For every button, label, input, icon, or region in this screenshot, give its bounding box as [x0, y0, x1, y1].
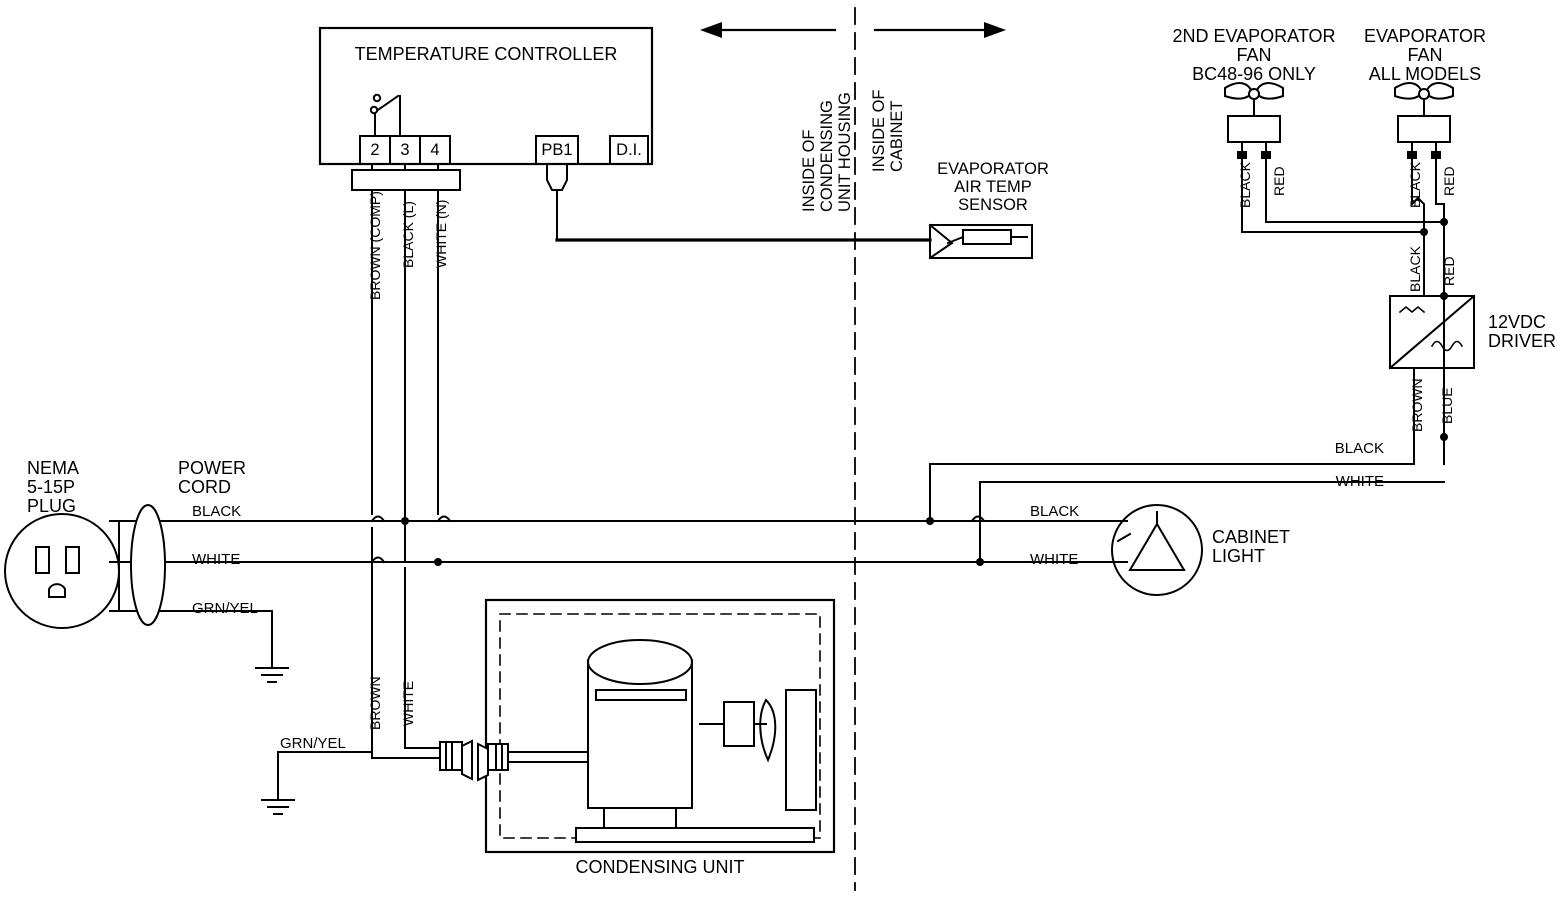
power-white-label: WHITE: [192, 551, 241, 568]
driver-in-black-label: BLACK: [1407, 246, 1423, 292]
divider-left-label-line3: UNIT HOUSING: [836, 92, 854, 212]
evaporator-sensor-label-line3: SENSOR: [958, 196, 1028, 214]
evaporator-fan-label-line1: EVAPORATOR: [1363, 26, 1487, 46]
driver-feed-white-label: WHITE: [1335, 473, 1384, 490]
cu-ground-label: GRN/YEL: [280, 735, 346, 752]
condensing-unit-label: CONDENSING UNIT: [575, 857, 745, 877]
terminal-4-label: 4: [430, 141, 440, 159]
terminal-2-label: 2: [370, 141, 380, 159]
driver-out-blue-label: BLUE: [1439, 387, 1455, 424]
nema-plug-label-line3: PLUG: [27, 496, 77, 516]
driver-in-red-label: RED: [1441, 256, 1457, 286]
cabinet-light-label-line1: CABINET: [1212, 527, 1291, 547]
nema-plug-label-line2: 5-15P: [27, 477, 76, 497]
divider-left-label-line2: CONDENSING: [818, 100, 836, 212]
second-evaporator-fan-label-line3: BC48-96 ONLY: [1192, 64, 1316, 84]
divider-right-label-line1: INSIDE OF: [870, 89, 888, 172]
power-cord-label-line2: CORD: [178, 477, 231, 497]
cabinet-light-label-line2: LIGHT: [1212, 546, 1266, 566]
pb1-label: PB1: [541, 141, 573, 159]
driver-label-line1: 12VDC: [1488, 312, 1547, 332]
driver-label-line2: DRIVER: [1488, 331, 1557, 351]
wire-label-white-n: WHITE (N): [433, 199, 449, 268]
power-black-label: BLACK: [192, 503, 242, 520]
cabinet-light-white-label: WHITE: [1030, 551, 1079, 568]
second-evaporator-fan-label-line2: FAN: [1236, 45, 1272, 65]
nema-plug-label-line1: NEMA: [27, 458, 80, 478]
fan1-black-lead-label: BLACK: [1407, 162, 1423, 208]
wire-label-brown-comp: BROWN (COMP): [367, 191, 383, 300]
wire-label-black-l: BLACK (L): [400, 201, 416, 268]
divider-right-label-line2: CABINET: [888, 100, 906, 172]
temperature-controller-title: TEMPERATURE CONTROLLER: [354, 44, 618, 64]
driver-feed-black-label: BLACK: [1334, 440, 1384, 457]
evaporator-fan-label-line2: FAN: [1407, 45, 1443, 65]
fan2-red-lead-label: RED: [1271, 166, 1287, 196]
fan1-red-lead-label: RED: [1441, 166, 1457, 196]
cabinet-light-black-label: BLACK: [1030, 503, 1080, 520]
second-evaporator-fan-label-line1: 2ND EVAPORATOR: [1172, 26, 1336, 46]
power-cord-label-line1: POWER: [178, 458, 247, 478]
evaporator-sensor-label-line1: EVAPORATOR: [937, 160, 1049, 178]
fan2-black-lead-label: BLACK: [1237, 162, 1253, 208]
evaporator-fan-label-line3: ALL MODELS: [1368, 64, 1482, 84]
driver-out-brown-label: BROWN: [1409, 378, 1425, 432]
terminal-3-label: 3: [400, 141, 410, 159]
power-ground-label: GRN/YEL: [192, 600, 258, 617]
divider-left-label-line1: INSIDE OF: [800, 129, 818, 212]
evaporator-sensor-label-line2: AIR TEMP: [954, 178, 1032, 196]
cu-brown-label: BROWN: [367, 676, 383, 730]
di-label: D.I.: [616, 141, 642, 159]
cu-white-label: WHITE: [400, 680, 416, 726]
